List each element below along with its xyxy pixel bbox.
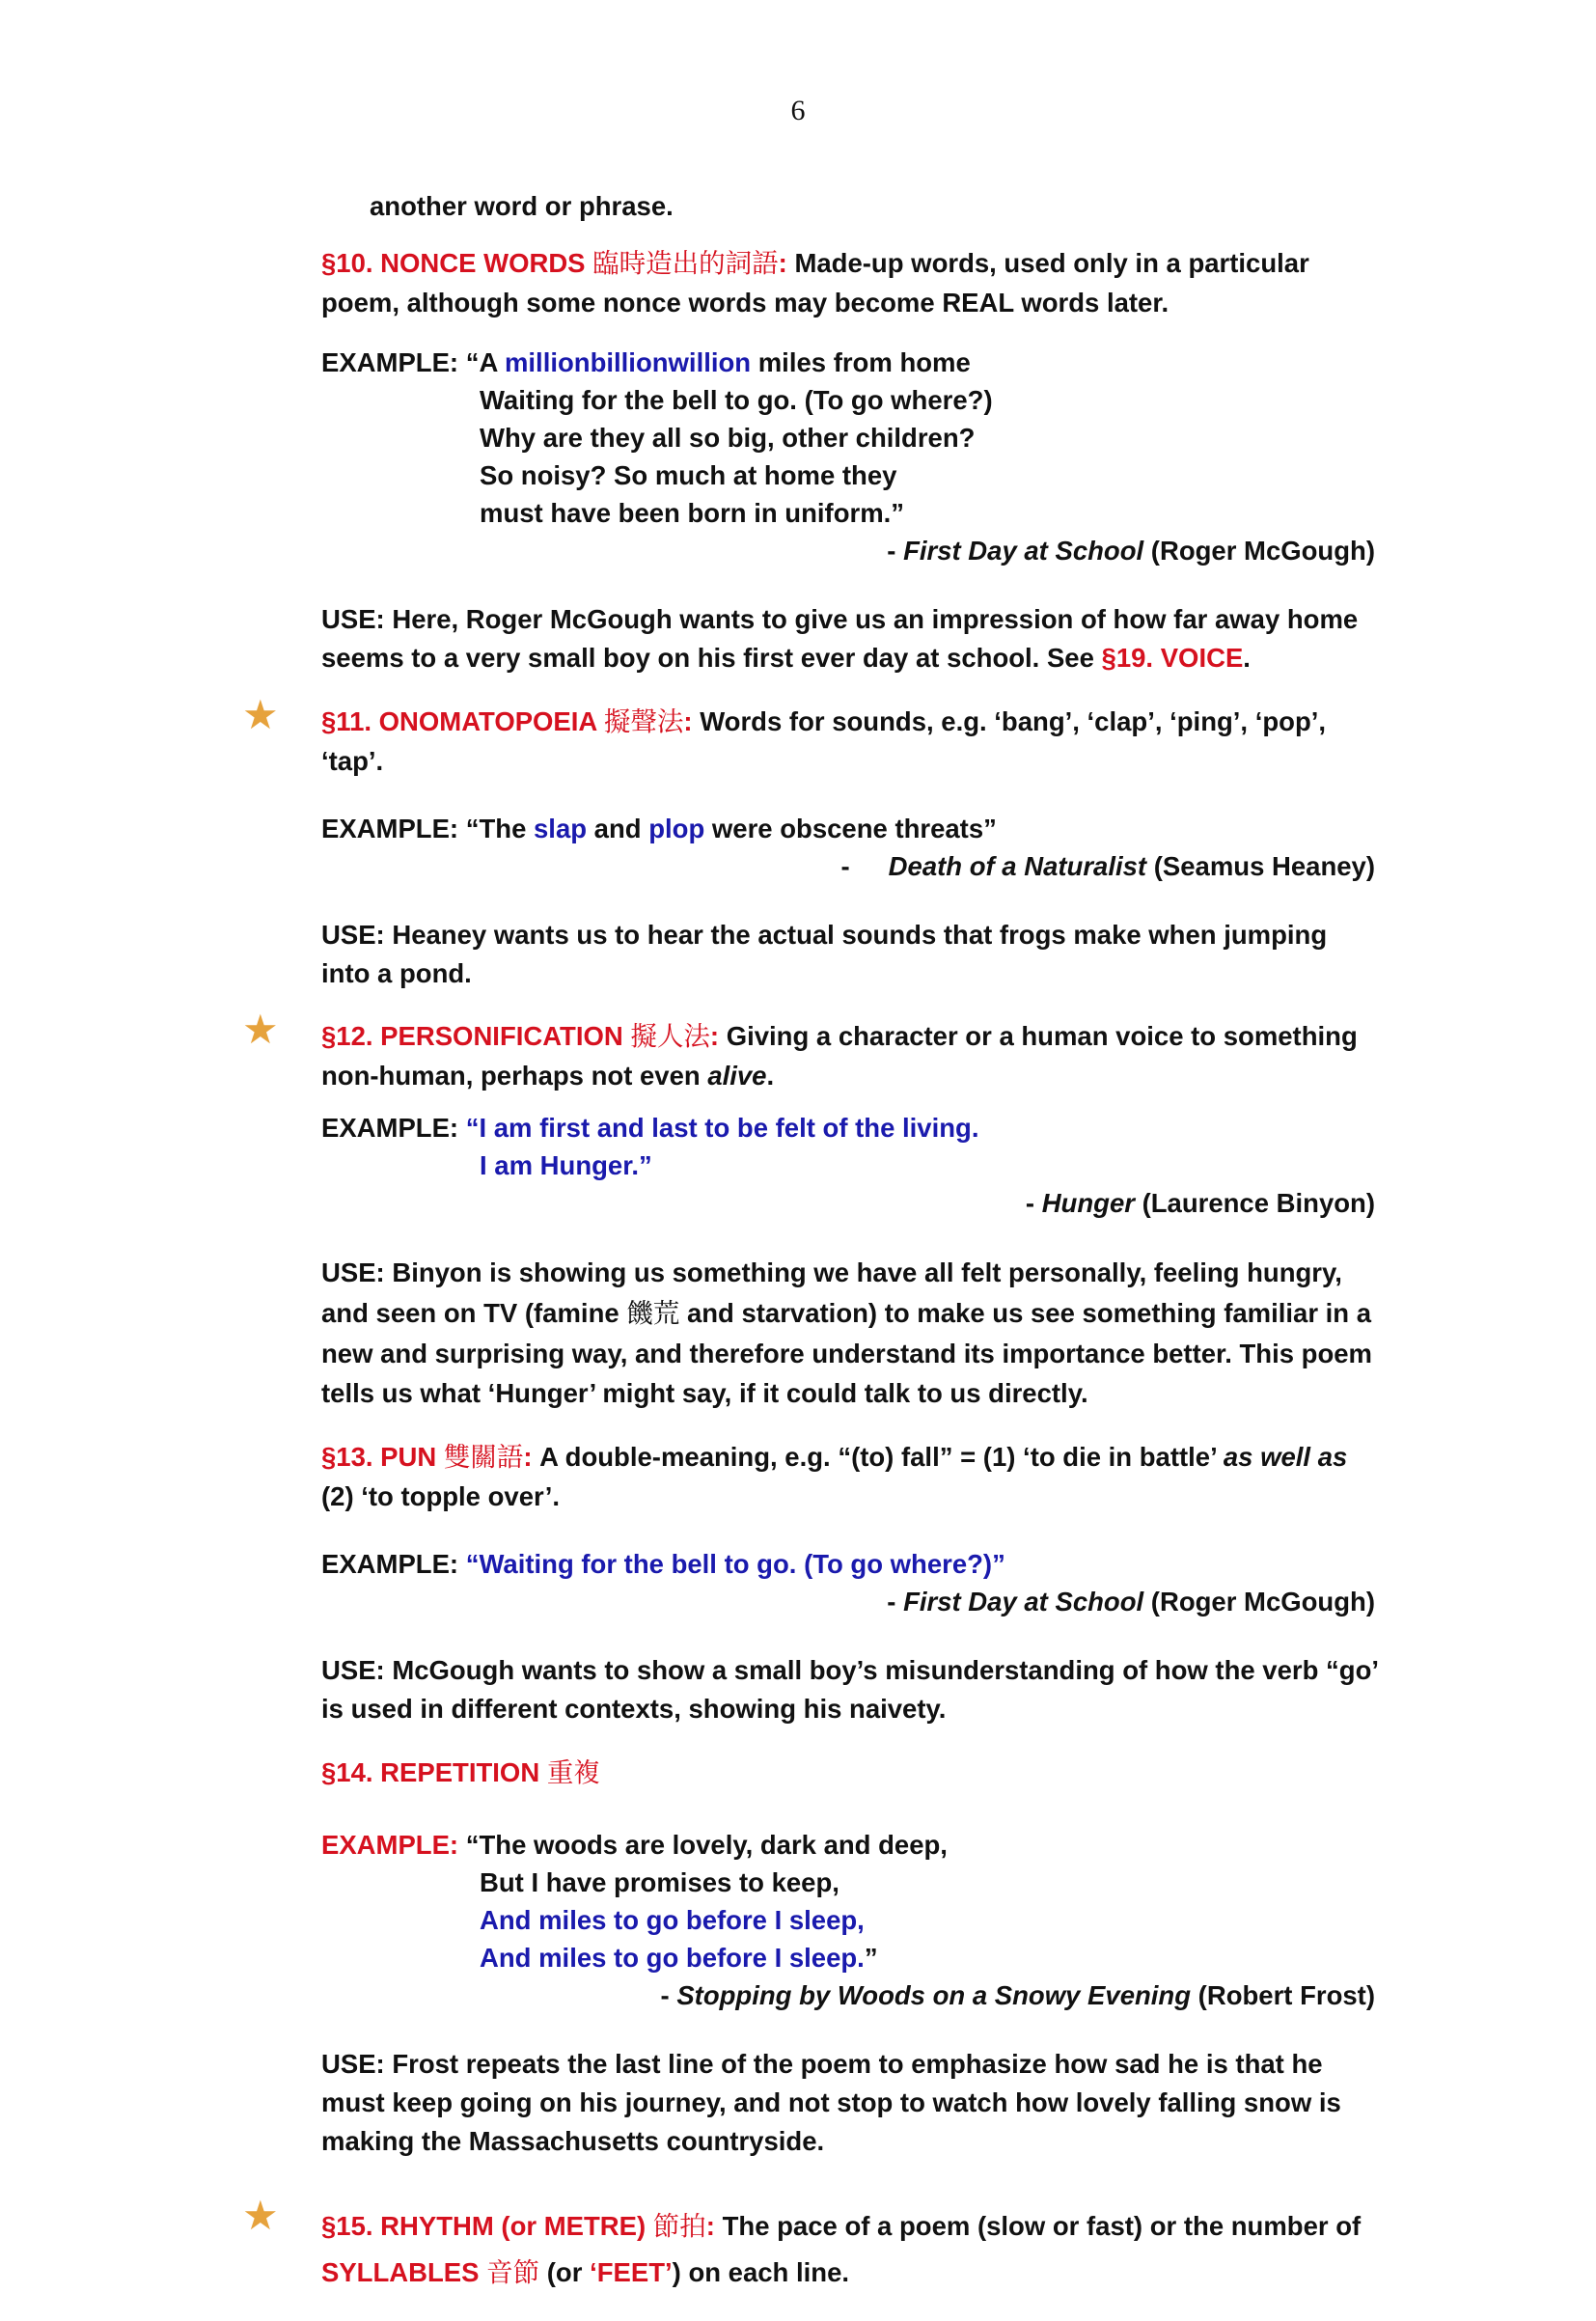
document-body bbox=[242, 187, 1383, 2321]
heading-colon: : bbox=[709, 1021, 720, 1052]
example-label: EXAMPLE: bbox=[321, 1829, 459, 1860]
example-text: were obscene threats” bbox=[704, 813, 997, 843]
source-title: Death of a Naturalist bbox=[888, 850, 1147, 881]
use-text: Heaney wants us to hear the actual sounds that frogs make when jumping into a pond. bbox=[321, 919, 1328, 988]
section-pun bbox=[321, 1438, 1383, 1728]
example-text: “A bbox=[458, 346, 505, 377]
example-block bbox=[321, 1545, 1383, 1620]
source-citation bbox=[321, 1976, 1383, 2014]
use-label: USE: bbox=[321, 1655, 385, 1686]
section-heading-definition bbox=[321, 1754, 1383, 1793]
use-paragraph bbox=[321, 2045, 1383, 2161]
source-dash: - bbox=[660, 1979, 677, 2010]
poem-line: So noisy? So much at home they bbox=[480, 459, 897, 490]
example-block bbox=[321, 810, 1383, 885]
example-label: EXAMPLE: bbox=[321, 1549, 459, 1580]
quote-line: I am Hunger.” bbox=[480, 1150, 652, 1181]
source-author: (Roger McGough) bbox=[1143, 536, 1375, 566]
heading-chinese: 擬人法 bbox=[630, 1021, 710, 1053]
section-heading: §10. NONCE WORDS bbox=[321, 248, 586, 279]
use-text: Binyon is showing us something we have all felt personally, feeling hungry, and seen on TV (famine bbox=[321, 1257, 1342, 1328]
source-dash: - bbox=[840, 850, 850, 881]
section-heading: §14. REPETITION bbox=[321, 1756, 540, 1787]
section-nonce-words bbox=[321, 244, 1383, 677]
cross-reference: §19. VOICE bbox=[1101, 642, 1244, 673]
heading-colon: : bbox=[705, 2210, 715, 2241]
star-icon: ★ bbox=[242, 691, 279, 737]
definition-text: ) on each line. bbox=[672, 2256, 850, 2287]
highlight-word: plop bbox=[648, 813, 705, 843]
source-title: First Day at School bbox=[903, 1587, 1144, 1617]
continuation-text: another word or phrase. bbox=[370, 191, 674, 221]
highlight-word: slap bbox=[534, 813, 588, 843]
source-title: Hunger bbox=[1041, 1188, 1135, 1219]
term-syllables: SYLLABLES bbox=[321, 2256, 480, 2287]
example-label: EXAMPLE: bbox=[321, 813, 459, 843]
definition-text: Made-up words, used only in a particular poem, although some nonce words may become REAL words later. bbox=[321, 248, 1309, 318]
use-paragraph bbox=[321, 600, 1383, 677]
example-text: “The bbox=[458, 813, 535, 843]
example-block bbox=[321, 1109, 1383, 1222]
poem-line: But I have promises to keep, bbox=[480, 1866, 839, 1897]
heading-colon: : bbox=[523, 1442, 533, 1473]
section-heading: §15. RHYTHM (or METRE) bbox=[321, 2210, 647, 2241]
use-label: USE: bbox=[321, 604, 385, 635]
example-label: EXAMPLE: bbox=[321, 1113, 459, 1144]
use-text: Here, Roger McGough wants to give us an impression of how far away home seems to a very small boy on his first ever day at school. See bbox=[321, 604, 1359, 673]
definition-text: A double-meaning, e.g. “(to) fall” = (1) ‘to die in battle’ bbox=[532, 1442, 1224, 1473]
source-dash: - bbox=[887, 536, 904, 566]
use-text: and starvation) to make us see something familiar in a new and surprising way, and therefore understand its importance better. This poem tells us what ‘Hunger’ might say, if it could talk to us directly. bbox=[321, 1297, 1373, 1409]
definition-text: (or bbox=[539, 2256, 591, 2287]
section-personification bbox=[242, 1007, 1383, 1413]
section-heading: §13. PUN bbox=[321, 1442, 437, 1473]
heading-colon: : bbox=[778, 248, 787, 279]
heading-chinese: 臨時造出的詞語 bbox=[592, 248, 779, 280]
source-author: (Robert Frost) bbox=[1191, 1979, 1375, 2010]
section-heading-definition bbox=[321, 1017, 1383, 1095]
use-paragraph bbox=[321, 1253, 1383, 1413]
definition-italic: as well as bbox=[1223, 1442, 1348, 1473]
source-title: First Day at School bbox=[903, 536, 1144, 566]
use-text: McGough wants to show a small boy’s misunderstanding of how the verb “go’ is used in different contexts, showing his naivety. bbox=[321, 1655, 1378, 1725]
star-icon: ★ bbox=[242, 2192, 279, 2238]
use-label: USE: bbox=[321, 919, 385, 950]
source-citation bbox=[321, 1184, 1383, 1222]
term-feet: ‘FEET’ bbox=[590, 2256, 673, 2287]
poem-line: Why are they all so big, other children? bbox=[480, 422, 976, 453]
quote-line: “I am first and last to be felt of the living. bbox=[458, 1113, 979, 1144]
poem-line: And miles to go before I sleep, bbox=[480, 1904, 865, 1935]
source-author: (Roger McGough) bbox=[1143, 1587, 1375, 1617]
heading-chinese: 重複 bbox=[546, 1756, 600, 1788]
use-text: . bbox=[1243, 642, 1251, 673]
definition-text: Words for sounds, e.g. ‘bang’, ‘clap’, ‘ping’, ‘pop’, ‘tap’. bbox=[321, 705, 1327, 776]
example-block bbox=[321, 344, 1383, 569]
highlight-word: millionbillionwillion bbox=[504, 346, 752, 377]
poem-line: Waiting for the bell to go. (To go where?) bbox=[480, 384, 993, 415]
section-heading-definition bbox=[321, 244, 1383, 322]
example-block bbox=[321, 1826, 1383, 2014]
heading-chinese: 擬聲法 bbox=[603, 705, 684, 737]
source-citation bbox=[321, 847, 1383, 885]
section-repetition bbox=[321, 1754, 1383, 2161]
definition-text: Giving a character or a human voice to something non-human, perhaps not even bbox=[321, 1021, 1358, 1091]
poem-line: “The woods are lovely, dark and deep, bbox=[458, 1829, 948, 1860]
poem-line: must have been born in uniform.” bbox=[480, 497, 905, 528]
source-title: Stopping by Woods on a Snowy Evening bbox=[676, 1979, 1192, 2010]
section-onomatopoeia bbox=[242, 691, 1383, 993]
definition-italic: alive bbox=[707, 1061, 767, 1091]
source-citation bbox=[321, 532, 1383, 569]
section-heading-definition bbox=[321, 2203, 1383, 2296]
use-label: USE: bbox=[321, 2049, 385, 2080]
use-paragraph bbox=[321, 1651, 1383, 1728]
heading-chinese: 雙關語 bbox=[443, 1442, 524, 1474]
section-rhythm bbox=[242, 2192, 1383, 2296]
section-heading-definition bbox=[321, 703, 1383, 781]
heading-chinese: 節拍 bbox=[652, 2210, 706, 2242]
use-paragraph bbox=[321, 916, 1383, 993]
use-text: Frost repeats the last line of the poem to emphasize how sad he is that he must keep going on his journey, and not stop to watch how lovely falling snow is making the Massachusetts countryside. bbox=[321, 2049, 1341, 2156]
definition-text: (2) ‘to topple over’. bbox=[321, 1481, 561, 1512]
source-dash: - bbox=[1025, 1188, 1042, 1219]
heading-colon: : bbox=[683, 705, 693, 736]
section-heading: §12. PERSONIFICATION bbox=[321, 1021, 623, 1052]
example-label: EXAMPLE: bbox=[321, 346, 459, 377]
page-number: 6 bbox=[790, 95, 806, 126]
quote-line: “Waiting for the bell to go. (To go where?)” bbox=[458, 1549, 1005, 1580]
source-dash: - bbox=[887, 1587, 904, 1617]
use-chinese: 饑荒 bbox=[626, 1297, 680, 1329]
term-chinese: 音節 bbox=[486, 2256, 540, 2288]
example-text: and bbox=[587, 813, 649, 843]
source-author: (Laurence Binyon) bbox=[1134, 1188, 1375, 1219]
star-icon: ★ bbox=[242, 1007, 279, 1053]
definition-text: . bbox=[766, 1061, 775, 1091]
section-heading: §11. ONOMATOPOEIA bbox=[321, 705, 597, 736]
source-author: (Seamus Heaney) bbox=[1146, 850, 1375, 881]
poem-line: And miles to go before I sleep. bbox=[480, 1942, 865, 1973]
section-heading-definition bbox=[321, 1438, 1383, 1516]
source-citation bbox=[321, 1583, 1383, 1620]
quote-mark: ” bbox=[864, 1942, 878, 1973]
example-text: miles from home bbox=[751, 346, 971, 377]
use-label: USE: bbox=[321, 1257, 385, 1288]
definition-text: The pace of a poem (slow or fast) or the number of bbox=[714, 2210, 1362, 2241]
